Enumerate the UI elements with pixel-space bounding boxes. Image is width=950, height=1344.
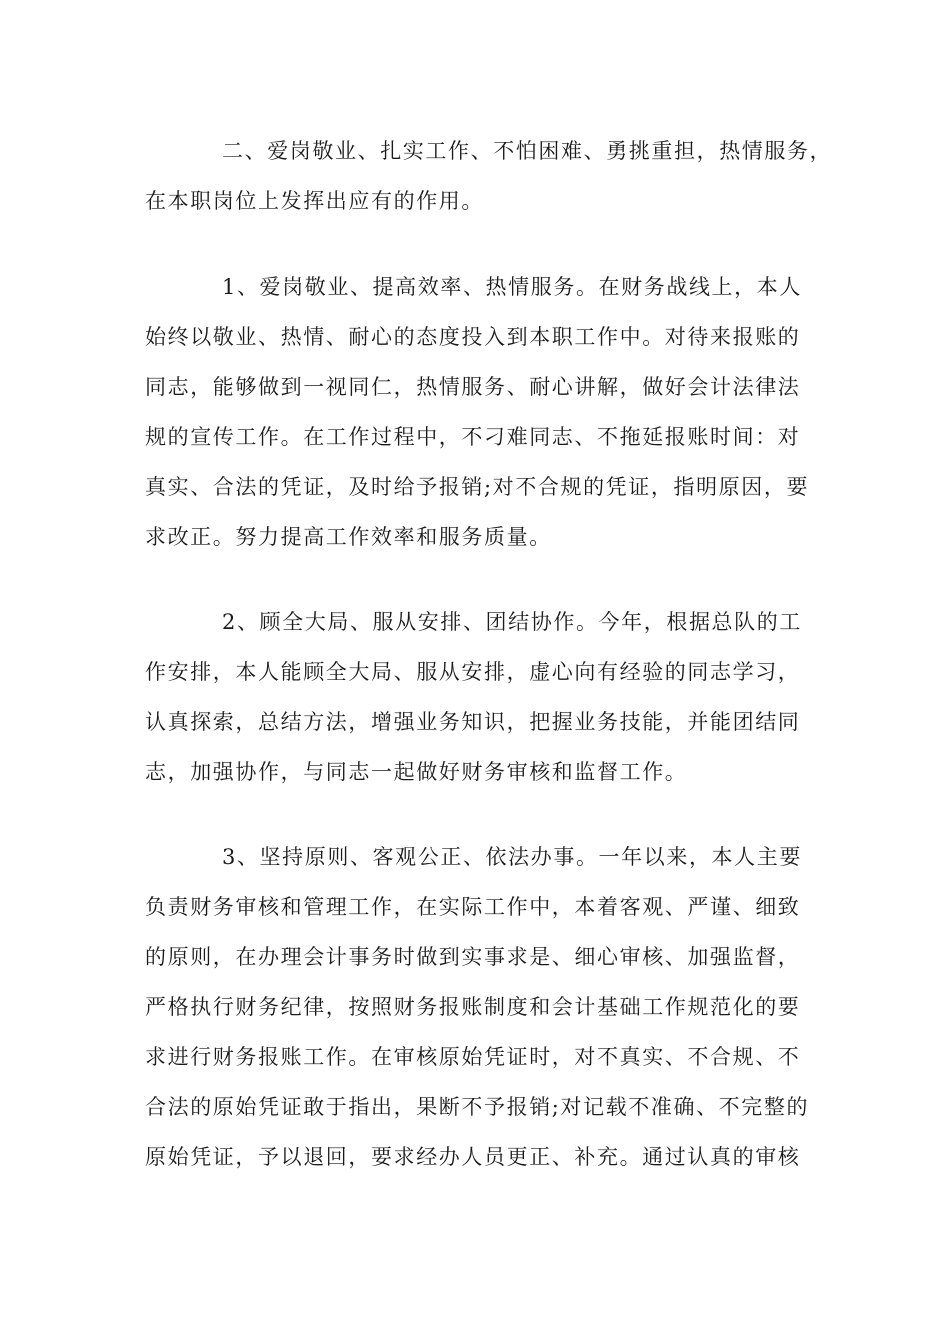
paragraph-4-line-7: 原始凭证，予以退回，要求经办人员更正、补充。通过认真的审核 — [145, 1145, 801, 1169]
paragraph-2-line-1: 1、爱岗敬业、提高效率、热情服务。在财务战线上，本人 — [222, 275, 802, 299]
paragraph-2-line-6: 求改正。努力提高工作效率和服务质量。 — [145, 525, 552, 549]
paragraph-4-line-5: 求进行财务报账工作。在审核原始凭证时，对不真实、不合规、不 — [145, 1045, 801, 1069]
paragraph-3-line-1: 2、顾全大局、服从安排、团结协作。今年，根据总队的工 — [222, 610, 802, 634]
paragraph-2-line-3: 同志，能够做到一视同仁，热情服务、耐心讲解，做好会计法律法 — [145, 375, 801, 399]
paragraph-3-line-2: 作安排，本人能顾全大局、服从安排，虚心向有经验的同志学习， — [145, 660, 801, 684]
paragraph-2-line-5: 真实、合法的凭证，及时给予报销;对不合规的凭证，指明原因，要 — [145, 475, 810, 499]
paragraph-1-line-1: 二、爱岗敬业、扎实工作、不怕困难、勇挑重担，热情服务， — [222, 139, 833, 163]
paragraph-2-line-2: 始终以敬业、热情、耐心的态度投入到本职工作中。对待来报账的 — [145, 325, 801, 349]
paragraph-1-line-2: 在本职岗位上发挥出应有的作用。 — [145, 189, 484, 213]
paragraph-4-line-6: 合法的原始凭证敢于指出，果断不予报销;对记载不准确、不完整的 — [145, 1095, 810, 1119]
paragraph-3-line-4: 志，加强协作，与同志一起做好财务审核和监督工作。 — [145, 760, 688, 784]
paragraph-2-line-4: 规的宣传工作。在工作过程中，不刁难同志、不拖延报账时间：对 — [145, 425, 801, 449]
paragraph-4-line-2: 负责财务审核和管理工作，在实际工作中，本着客观、严谨、细致 — [145, 895, 801, 919]
paragraph-3-line-3: 认真探索，总结方法，增强业务知识，把握业务技能，并能团结同 — [145, 710, 801, 734]
paragraph-4-line-4: 严格执行财务纪律，按照财务报账制度和会计基础工作规范化的要 — [145, 995, 801, 1019]
paragraph-4-line-1: 3、坚持原则、客观公正、依法办事。一年以来，本人主要 — [222, 845, 802, 869]
paragraph-4-line-3: 的原则，在办理会计事务时做到实事求是、细心审核、加强监督， — [145, 945, 801, 969]
